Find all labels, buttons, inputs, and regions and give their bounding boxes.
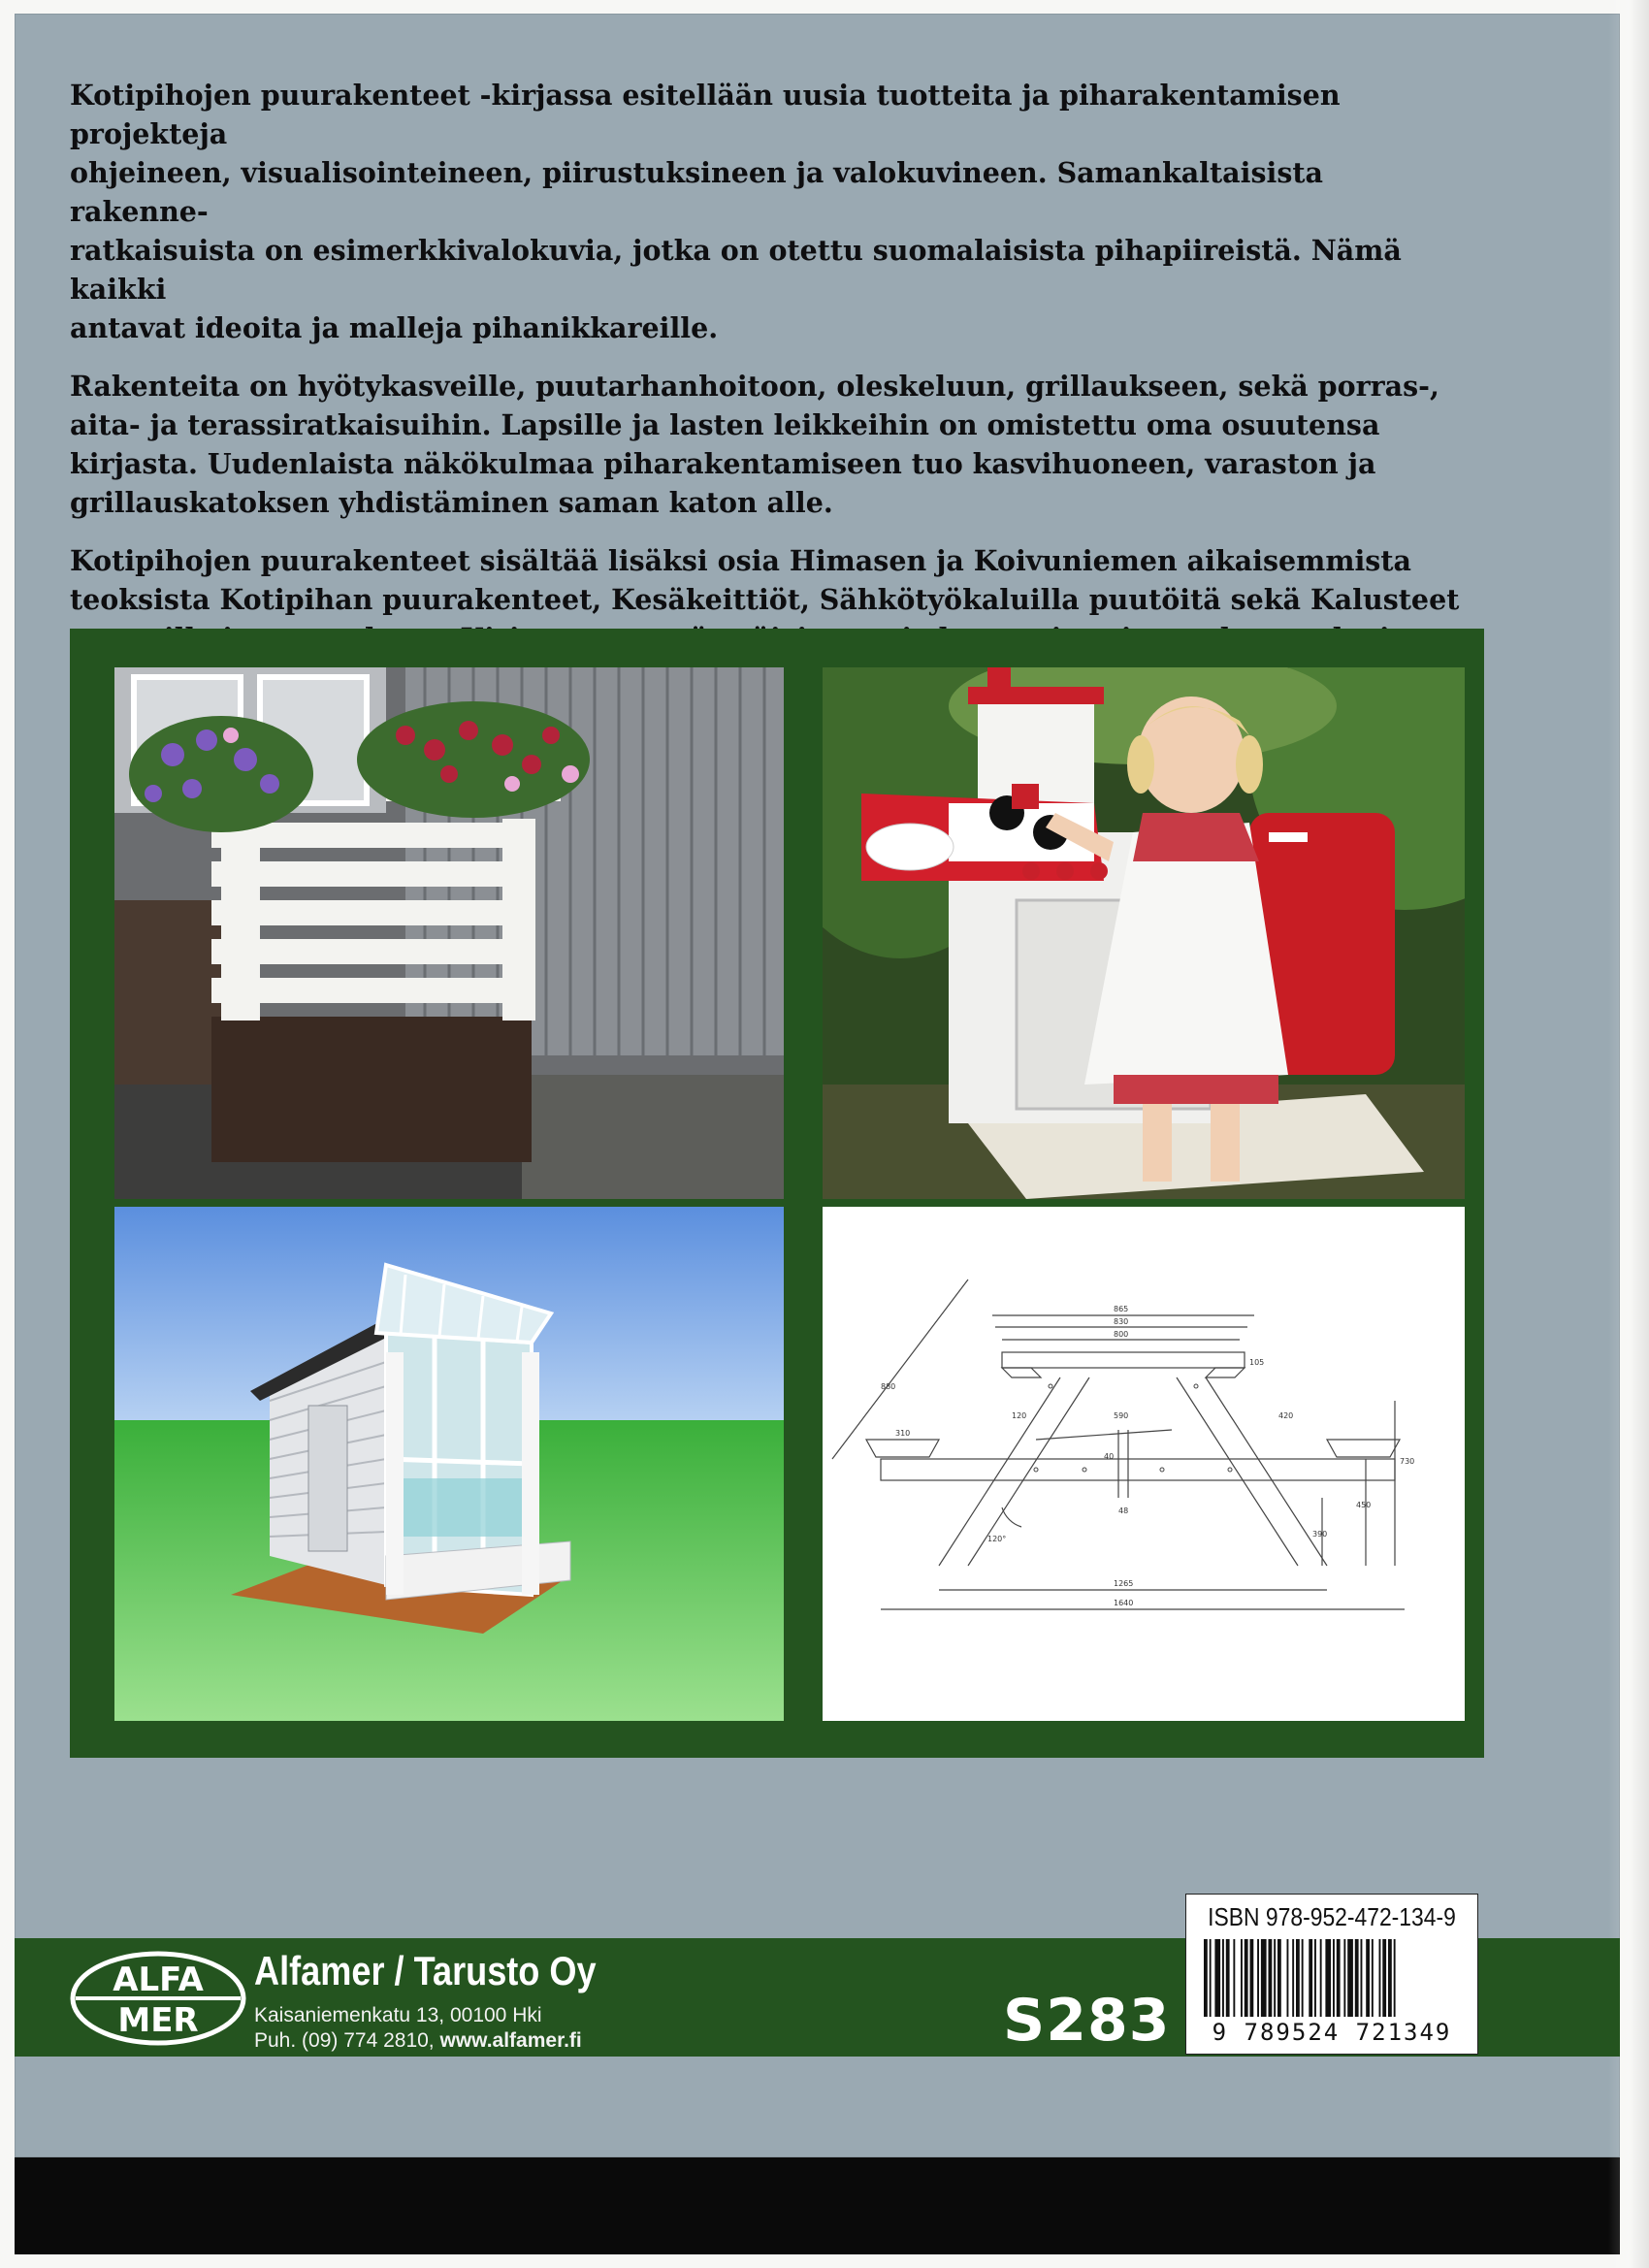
- dim-880: 880: [881, 1382, 896, 1391]
- barcode-bar: [1210, 1939, 1212, 2017]
- barcode-bar: [1361, 1939, 1363, 2017]
- barcode-bar: [1245, 1939, 1248, 2017]
- barcode-bar: [1250, 1939, 1254, 2017]
- publisher-website: www.alfamer.fi: [439, 2029, 582, 2052]
- barcode-bar: [1241, 1939, 1243, 2017]
- planter-fence-photo: [114, 667, 784, 1199]
- logo-line-2: MER: [117, 2001, 199, 2040]
- barcode-bar: [1379, 1939, 1381, 2017]
- barcode-bars: [1200, 1939, 1464, 2026]
- blurb-paragraph-3: Kotipihojen puurakenteet sisältää lisäksi osia Himasen ja Koivuniemen aikaisemmista teoksista Kotipihan puurakenteet, Kesäkeittiöt, Sähkötyökaluilla puutöitä sekä Kalusteet: [70, 544, 1460, 616]
- scan-background: [15, 2157, 1620, 2254]
- barcode-bar: [1320, 1939, 1322, 2017]
- barcode-bar: [1302, 1939, 1304, 2017]
- barcode-bar: [1222, 1939, 1224, 2017]
- barcode-bar: [1296, 1939, 1300, 2017]
- isbn-barcode: [1185, 1894, 1478, 2055]
- dim-420: 420: [1278, 1411, 1294, 1420]
- dim-800: 800: [1114, 1330, 1129, 1339]
- dim-120: 120: [1012, 1411, 1027, 1420]
- barcode-bar: [1394, 1939, 1396, 2017]
- barcode-bar: [1372, 1939, 1374, 2017]
- barcode-bar: [1277, 1939, 1281, 2017]
- isbn-digits: 9 789524 721349: [1212, 2019, 1452, 2046]
- barcode-bar: [1366, 1939, 1370, 2017]
- dim-590: 590: [1114, 1411, 1129, 1420]
- play-kitchen-photo: [823, 667, 1465, 1199]
- spine-edge-shade: [1608, 0, 1649, 2268]
- barcode-bar: [1309, 1939, 1312, 2017]
- barcode-bar: [1204, 1939, 1208, 2017]
- dim-830: 830: [1114, 1317, 1129, 1326]
- barcode-bar: [1233, 1939, 1235, 2017]
- dim-48: 48: [1118, 1507, 1129, 1515]
- dim-310: 310: [895, 1429, 911, 1438]
- dim-390: 390: [1312, 1530, 1328, 1539]
- barcode-bar: [1287, 1939, 1289, 2017]
- blurb-paragraph-1: Kotipihojen puurakenteet -kirjassa esitellään uusia tuotteita ja piharakentamisen projekteja ohjeineen, visualisointeineen, piirustuksineen ja valokuvineen. Samankaltaisista rakenne- ratkaisuista on esimerkkivalokuvia, jotka on otettu suomalaisista pihapiireistä. Nämä kaikki antavat ideoita ja malleja pihanikkareille.: [70, 79, 1402, 344]
- barcode-bar: [1388, 1939, 1392, 2017]
- alfamer-logo: [68, 1950, 248, 2047]
- garden-building-render: [114, 1207, 784, 1721]
- dim-730: 730: [1400, 1457, 1415, 1466]
- publisher-name: Alfamer / Tarusto Oy: [254, 1948, 597, 1993]
- dim-1640: 1640: [1114, 1599, 1134, 1607]
- barcode-bar: [1333, 1939, 1335, 2017]
- logo-line-1: ALFA: [113, 1960, 204, 1999]
- isbn-label: ISBN 978-952-472-134-9: [1208, 1902, 1456, 1931]
- cover-blurb: [70, 76, 1467, 716]
- dim-120-degrees: 120°: [987, 1535, 1007, 1543]
- dim-105: 105: [1249, 1358, 1265, 1367]
- blurb-paragraph-2: Rakenteita on hyötykasveille, puutarhanhoitoon, oleskeluun, grillaukseen, sekä porras-, aita- ja terassiratkaisuihin. Lapsille ja lasten leikkeihin on omistettu oma osuutensa kirjasta. Uudenlaista näkökulmaa piharakentamiseen tuo kasvihuoneen, varaston ja grillauskatoksen yhdistäminen saman katon alle.: [70, 370, 1439, 519]
- publisher-address: Kaisaniemenkatu 13, 00100 Hki: [254, 2004, 542, 2026]
- dim-450: 450: [1356, 1501, 1372, 1509]
- barcode-bar: [1269, 1939, 1273, 2017]
- barcode-bar: [1226, 1939, 1230, 2017]
- publisher-contact: [254, 2029, 582, 2053]
- series-code: S283: [1003, 1987, 1171, 2055]
- dim-1265: 1265: [1114, 1579, 1134, 1588]
- barcode-bar: [1343, 1939, 1345, 2017]
- barcode-bar: [1347, 1939, 1353, 2017]
- barcode-bar: [1261, 1939, 1267, 2017]
- barcode-bar: [1292, 1939, 1294, 2017]
- barcode-bar: [1355, 1939, 1359, 2017]
- barcode-bar: [1257, 1939, 1259, 2017]
- barcode-bar: [1214, 1939, 1220, 2017]
- barcode-bar: [1325, 1939, 1331, 2017]
- barcode-bar: [1382, 1939, 1386, 2017]
- barcode-bar: [1274, 1939, 1276, 2017]
- barcode-bar: [1337, 1939, 1341, 2017]
- dim-40: 40: [1104, 1452, 1115, 1461]
- dim-865: 865: [1114, 1305, 1129, 1313]
- picnic-table-drawing: [823, 1207, 1465, 1721]
- publisher-phone: Puh. (09) 774 2810,: [254, 2029, 440, 2052]
- barcode-bar: [1314, 1939, 1316, 2017]
